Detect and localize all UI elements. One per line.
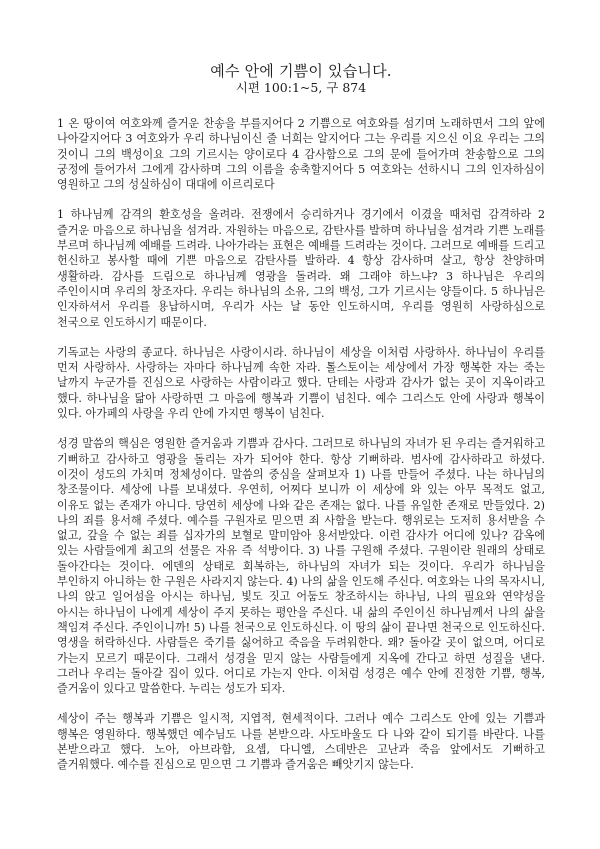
passage-paraphrase: 1 하나님께 감격의 환호성을 올려라. 전쟁에서 승리하거나 경기에서 이겼을 때처럼 감격하라 2 즐거운 마음으로 하나님을 섬겨라. 자원하는 마음으로, 감탄사를 발하며 하나님을 섬겨라 기쁜 노래를 부르며 하나님께 예배를 드려라. 나아가라는 표현은 예배를 드려라는 것이다. 그러므로 예배를 드리고 헌신하고 봉사할 때에 기쁜 마음으로 감탄사를 발하라. 4 항상 감사하며 살고, 항상 찬양하며 생활하라. 감사를 드림으로 하나님께 영광을 돌려라. 왜 그래야 하느냐? 3 하나님은 우리의 주인이시며 우리의 창조자다. 우리는 하나님의 소유, 그의 백성, 그가 기르시는 양들이다. 5 하나님은 인자하셔서 우리를 용납하시며, 우리가 사는 날 동안 인도하시며, 우리를 영원히 사랑하심으로 천국으로 인도하시기 때문이다. xyxy=(57,208,545,329)
body-paragraph-conclusion: 세상이 주는 행복과 기쁨은 일시적, 지엽적, 현세적이다. 그러나 예수 그리스도 안에 있는 기쁨과 행복은 영원하다. 행복했던 예수님도 나를 본받으라. 사도바울도 다 나와 같이 되기를 바란다. 나를 본받으라고 했다. 노아, 아브라함, 요셉, 다니엘, 스데반은 고난과 죽음 앞에서도 기뻐하고 즐거워했다. 예수를 진심으로 믿으면 그 기쁨과 즐거움은 빼앗기지 않는다. xyxy=(57,712,545,772)
scripture-passage: 1 온 땅이여 여호와께 즐거운 찬송을 부를지어다 2 기쁨으로 여호와를 섬기며 노래하면서 그의 앞에 나아갈지어다 3 여호와가 우리 하나님이신 줄 너희는 알지어다 그는 우리를 지으신 이요 우리는 그의 것이니 그의 백성이요 그의 기르시는 양이로다 4 감사함으로 그의 문에 들어가며 찬송함으로 그의 궁정에 들어가서 그에게 감사하며 그의 이름을 송축할지어다 5 여호와는 선하시니 그의 인자하심이 영원하고 그의 성실하심이 대대에 이르리로다 xyxy=(57,117,545,192)
scripture-reference: 시편 100:1~5, 구 874 xyxy=(235,80,367,95)
body-paragraph-core-message: 성경 말씀의 핵심은 영원한 즐거움과 기쁨과 감사다. 그러므로 하나님의 자녀가 된 우리는 즐거워하고 기뻐하고 감사하고 영광을 돌리는 자가 되어야 한다. 항상 기뻐하라. 범사에 감사하라고 하셨다. 이것이 성도의 가치며 정체성이다. 말씀의 중심을 살펴보자 1) 나를 만들어 주셨다. 나는 하나님의 창조물이다. 세상에 나를 보내셨다. 우연히, 어찌다 보니까 이 세상에 와 있는 아무 목적도 없고, 이유도 없는 존재가 아니다. 당연히 세상에 나와 같은 존재는 없다. 나를 유일한 존재로 만들었다. 2) 나의 죄를 용서해 주셨다. 예수를 구원자로 믿으면 죄 사함을 받는다. 행위로는 도저히 용서받을 수 없고, 갚을 수 없는 죄를 십자가의 보혈로 말미암아 용서받았다. 이런 감사가 어디에 있나? 감옥에 있는 사람들에게 최고의 선물은 자유 즉 석방이다. 3) 나를 구원해 주셨다. 구원이란 원래의 상태로 돌아간다는 것이다. 에덴의 상태로 회복하는, 하나님의 자녀가 되는 것이다. 우리가 하나님을 부인하지 아니하는 한 구원은 사라지지 않는다. 4) 나의 삶을 인도해 주신다. 여호와는 나의 목자시니, 나의 앉고 일어섬을 아시는 하나님, 빛도 짓고 어둠도 창조하시는 하나님, 나의 필요와 연약성을 아시는 하나님이 나에게 세상이 주지 못하는 평안을 주신다. 내 삶의 주인이신 하나님께서 나의 삶을 책임져 주신다. 주인이니까! 5) 나를 천국으로 인도하신다. 이 땅의 삶이 끝나면 천국으로 인도하신다. 영생을 허락하신다. 사람들은 죽기를 싫어하고 죽음을 두려워한다. 왜? 돌아갈 곳이 없으며, 어디로 가는지 모르기 때문이다. 그래서 성경을 믿지 않는 사람들에게 지옥에 간다고 하면 성질을 낸다. 그러나 우리는 돌아갈 집이 있다. 어디로 가는지 안다. 이처럼 성경은 예수 안에 진정한 기쁨, 행복, 즐거움이 있다고 말씀한다. 누리는 성도가 되자. xyxy=(57,437,545,696)
sermon-title: 예수 안에 기쁨이 있습니다. xyxy=(210,62,392,80)
body-paragraph-love: 기독교는 사랑의 종교다. 하나님은 사랑이시라. 하나님이 세상을 이처럼 사랑하사. 하나님이 우리를 먼저 사랑하사. 사랑하는 자마다 하나님께 속한 자라. 톨스토이는 세상에서 가장 행복한 자는 죽는 날까지 누군가를 진심으로 사랑하는 사람이라고 했다. 단테는 사랑과 감사가 없는 곳이 지옥이라고 했다. 하나님을 닮아 사랑하면 그 마음에 행복과 기쁨이 넘친다. 예수 그리스도 안에 사랑과 행복이 있다. 아가페의 사랑을 우리 안에 가지면 행복이 넘친다. xyxy=(57,345,545,421)
